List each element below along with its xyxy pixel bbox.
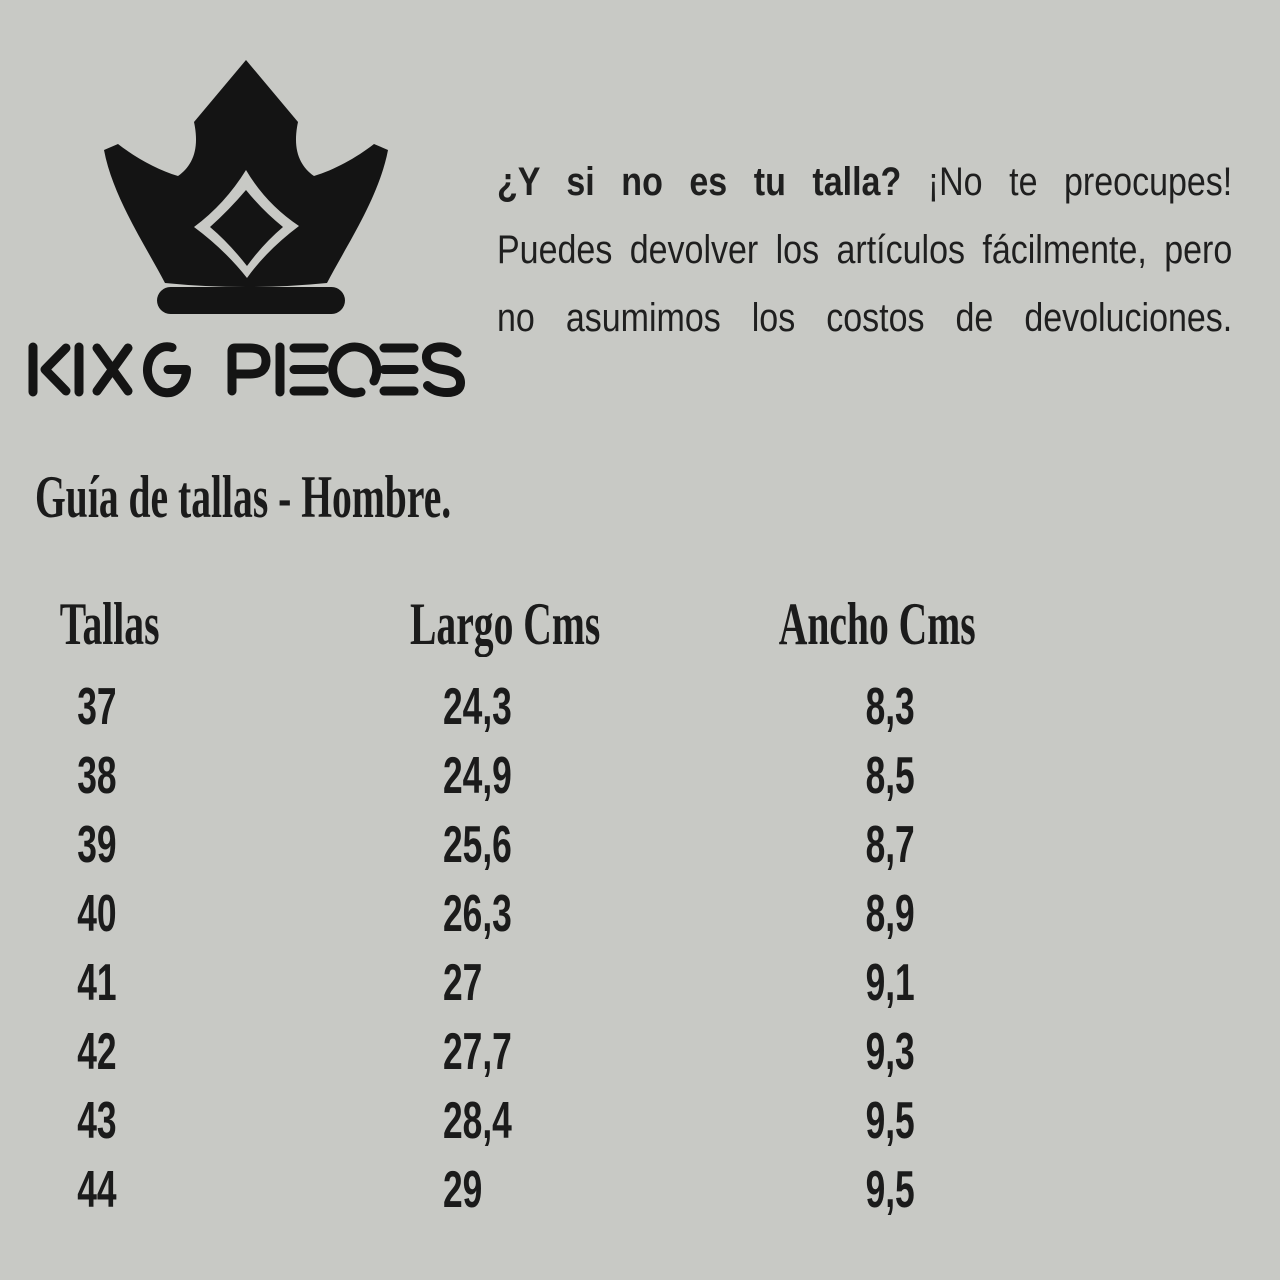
cell-largo: 25,6 [443, 816, 512, 874]
return-policy-question: ¿Y si no es tu talla? [497, 160, 902, 204]
letter-k [33, 347, 66, 392]
cell-talla: 43 [77, 1092, 117, 1150]
cell-talla: 41 [77, 954, 117, 1012]
column-header-largo: Largo Cms [410, 591, 601, 657]
cell-largo: 24,9 [443, 747, 512, 805]
letter-c [333, 347, 377, 393]
table-row [0, 1160, 1100, 1220]
cell-ancho: 9,1 [865, 954, 915, 1012]
column-header-ancho: Ancho Cms [778, 591, 976, 657]
table-row [0, 953, 1100, 1013]
letter-p [232, 348, 266, 391]
table-row [0, 884, 1100, 944]
cell-largo: 28,4 [443, 1092, 512, 1150]
cell-ancho: 9,5 [865, 1092, 915, 1150]
return-policy-line-1 [497, 148, 1232, 216]
cell-largo: 24,3 [443, 678, 512, 736]
column-header-tallas: Tallas [60, 591, 160, 657]
size-guide-title: Guía de tallas - Hombre. [35, 464, 452, 530]
table-row [0, 815, 1100, 875]
letter-e [294, 348, 324, 391]
letter-g [148, 347, 187, 393]
table-row [0, 1022, 1100, 1082]
cell-largo: 26,3 [443, 885, 512, 943]
cell-ancho: 8,7 [865, 816, 915, 874]
table-row [0, 1091, 1100, 1151]
cell-talla: 39 [77, 816, 117, 874]
crown-icon [104, 60, 388, 314]
cell-ancho: 8,3 [865, 678, 915, 736]
cell-ancho: 9,3 [865, 1023, 915, 1081]
cell-ancho: 8,9 [865, 885, 915, 943]
return-policy-line-3: no asumimos los costos de devoluciones. [497, 296, 1233, 340]
letter-n [97, 348, 128, 391]
cell-talla: 40 [77, 885, 117, 943]
table-row [0, 677, 1100, 737]
cell-largo: 27 [443, 954, 483, 1012]
letter-s [426, 347, 460, 393]
return-policy-text [497, 148, 1232, 352]
cell-talla: 42 [77, 1023, 117, 1081]
cell-talla: 37 [77, 678, 117, 736]
cell-largo: 27,7 [443, 1023, 512, 1081]
cell-talla: 44 [77, 1161, 117, 1219]
brand-wordmark [33, 347, 461, 393]
crown-base [157, 287, 345, 314]
return-policy-reassurance: ¡No te preocupes! [927, 160, 1233, 204]
table-row [0, 746, 1100, 806]
cell-ancho: 9,5 [865, 1161, 915, 1219]
cell-ancho: 8,5 [865, 747, 915, 805]
king-pieces-logo [0, 0, 500, 420]
letter-e2 [384, 348, 414, 391]
cell-talla: 38 [77, 747, 117, 805]
cell-largo: 29 [443, 1161, 483, 1219]
return-policy-line-2: Puedes devolver los artículos fácilmente, pero [497, 228, 1233, 272]
